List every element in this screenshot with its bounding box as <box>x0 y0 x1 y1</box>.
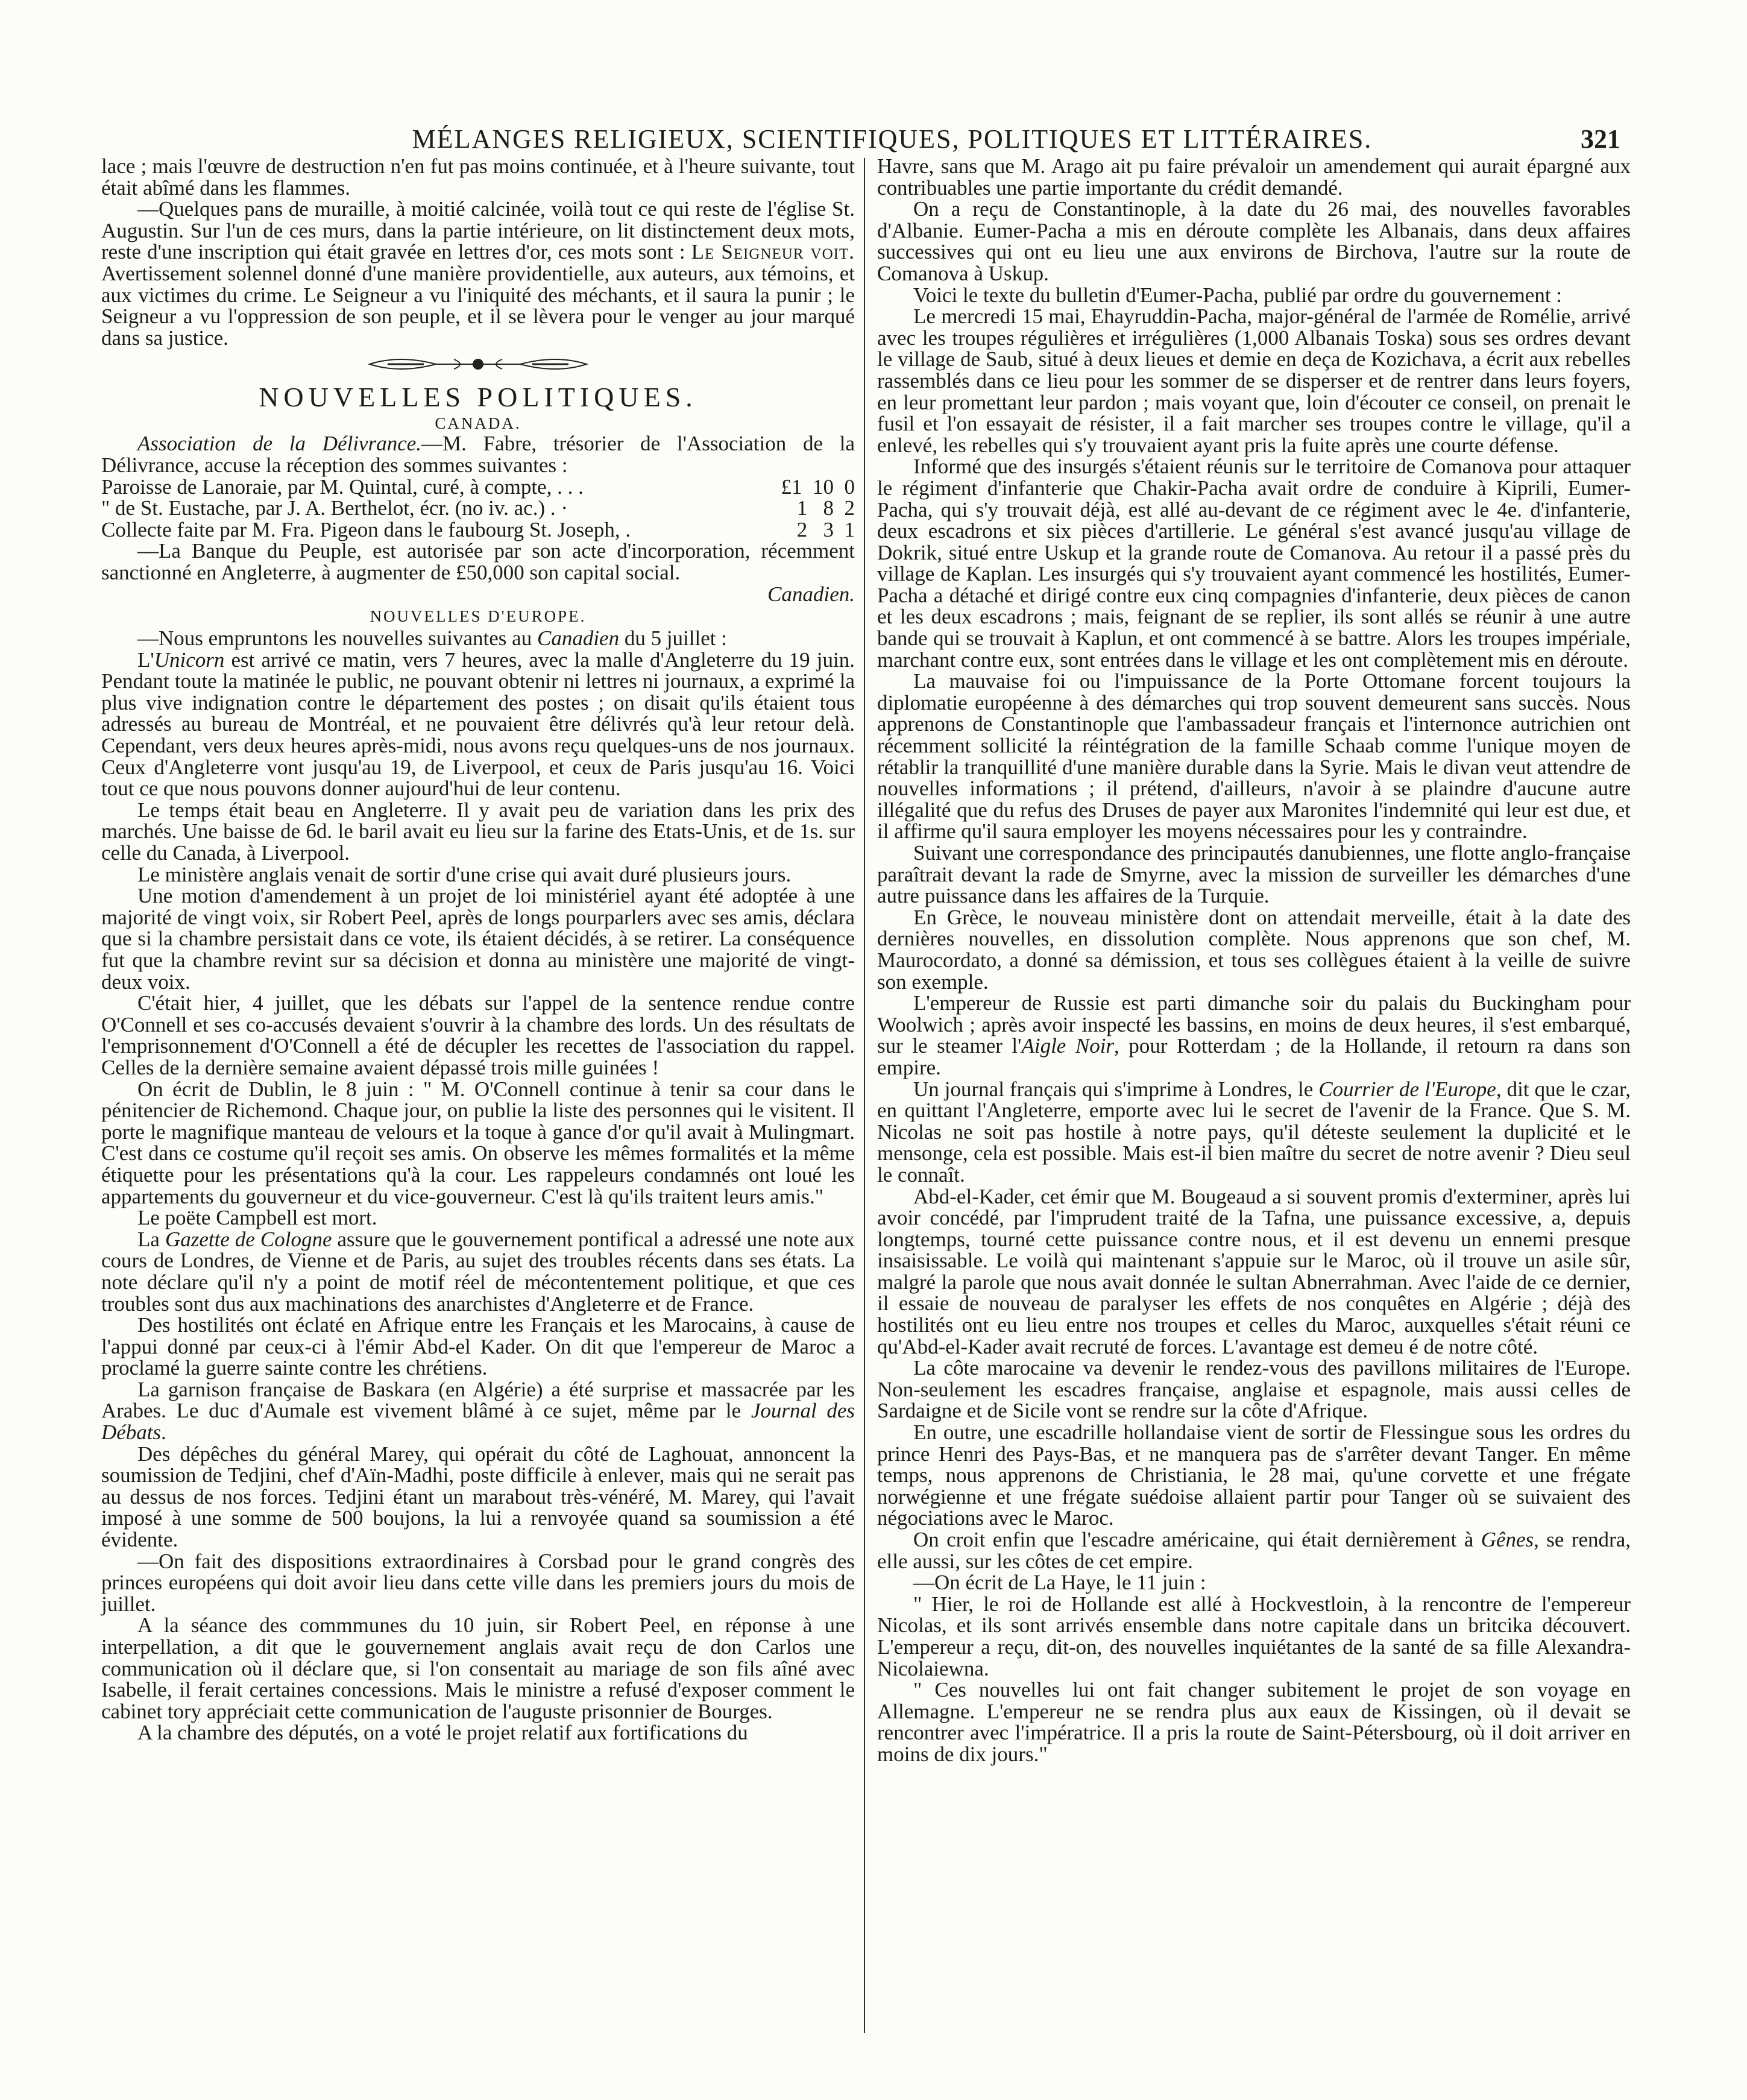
paragraph-temps: Le temps était beau en Angleterre. Il y avait peu de variation dans les prix des marchés. Une baisse de 6d. le baril avait eu lieu sur la farine des Etats-Unis, et de 1s. sur celle du Canada, à Liverpool. <box>101 798 855 865</box>
paragraph-communes: A la séance des commmunes du 10 juin, sir Robert Peel, en réponse à une interpellation, a dit que le gouvernement anglais avait reçu de don Carlos une communication où il déclare que, si l'on consentait au mariage de son fils aîné avec Isabelle, il ferait certaines concessions. Mais le ministre a refusé d'exposer comment le cabinet tory appréciait cette communication de l'auguste prisonnier de Bourges. <box>101 1613 855 1723</box>
paragraph-abdelkader: Abd-el-Kader, cet émir que M. Bougeaud a si souvent promis d'exterminer, après lui avoir concédé, par l'imprudent traité de la Tafna, une puissance excessive, a, depuis longtemps, tourné cette puissance contre nous, et il est devenu un ennemi presque insaisissable. Le voilà qui maintenant s'appuie sur le Maroc, où il trouve un asile sûr, malgré la parole que nous avait donnée le sultan Abnerrahman. Avec l'aide de ce dernier, il essaie de nouveau de paralyser les effets de nos conquêtes en Algérie ; déjà des hostilités ont eu lieu entre nos troupes et celles du Maroc, auxquelles s'était réuni ce qu'Abd-el-Kader avait recruté de forces. L'avantage est demeu é de notre côté. <box>877 1184 1631 1358</box>
paragraph-hostilites: Des hostilités ont éclaté en Afrique entre les Français et les Marocains, à cause de l'appui donné par ceux-ci à l'émir Abd-el Kader. On dit que l'empereur de Maroc a proclamé la guerre sainte contre les chrétiens. <box>101 1313 855 1380</box>
paragraph-oconnell: C'était hier, 4 juillet, que les débats sur l'appel de la sentence rendue contre O'Connell et ses co-accusés devaient s'ouvrir à la chambre des lords. Un des résultats de l'emprisonnement d'O'Connell a été de décupler les recettes de l'association du rappel. Celles de la dernière semaine avaient dépassé trois mille guinées ! <box>101 991 855 1079</box>
page-header <box>0 0 1747 154</box>
paragraph-nouvelles-final: " Ces nouvelles lui ont fait changer subitement le projet de son voyage en Allemagne. L'empereur ne se rendra plus aux eaux de Kissingen, où il devait se rencontrer avec l'impératrice. Il a pris la route de Saint-Pétersbourg, où il doit arriver en moins de dix jours." <box>877 1678 1631 1766</box>
paragraph-banque: —La Banque du Peuple, est autorisée par son acte d'incorporation, récemment sanctionné en Angleterre, à augmenter de £50,000 son capital social. <box>101 539 855 584</box>
paragraph-hollandaise: En outre, une escadrille hollandaise vient de sortir de Flessingue sous les ordres du prince Henri des Pays-Bas, et ne manquera pas de s'arrêter devant Tanger. En même temps, nous apprenons de Christiania, le 28 mai, qu'une corvette et une frégate norwégienne et une frégate suédoise allaient partir pour Tanger où se suivaient des négociations avec le Maroc. <box>877 1420 1631 1530</box>
sum-row: " de St. Eustache, par J. A. Berthelot, écr. (no iv. ac.) . · 1 8 2 <box>101 496 855 520</box>
paragraph-haye: —On écrit de La Haye, le 11 juin : <box>913 1571 1206 1595</box>
paragraph-havre: Havre, sans que M. Arago ait pu faire prévaloir un amendement qui aurait épargné aux contribuables une partie importante du crédit demandé. <box>877 154 1631 200</box>
paragraph-bulletin-2: Informé que des insurgés s'étaient réunis sur le territoire de Comanova pour attaquer le régiment d'infanterie que Chakir-Pacha avait ordre de conduire à Kiprili, Eumer-Pacha, qui s'y trouvait déjà, est allé au-devant de ce régiment avec le 4e. d'infanterie, deux escadrons et six pièces d'artillerie. Le général s'est avancé jusqu'au village de Dokrik, situé entre Uskup et la grande route de Comanova. Au retour il a passé près du village de Kaplan. Les insurgés qui s'y trouvaient ayant commencé les hostilités, Eumer-Pacha a détaché et dirigé contre eux cinq compagnies d'infanterie, deux pièces de canon et les deux escadrons ; mais, feignant de se replier, ils sont allés se réunir à une autre bande qui se trouvait à Kaplun, et ont commencé à se battre. Alors les troupes impériale, marchant contre eux, sont entrées dans le village et les ont complètement mis en déroute. <box>877 455 1631 672</box>
source-attribution: Canadien. <box>767 582 855 606</box>
paragraph-augustin: —Quelques pans de muraille, à moitié calcinée, voilà tout ce qui reste de l'église St. Augustin. Sur l'un de ces murs, dans la partie intérieure, on lit distinctement deux mots, reste d'une inscription qui était gravée en lettres d'or, ces mots sont : Le Seigneur voit. Avertissement solennel donné d'une manière providentielle, aux auteurs, aux témoins, et aux victimes du crime. Le Seigneur a vu l'iniquité des méchants, et il saura la punir ; le Seigneur a vu l'oppression de son peuple, et il se lèvera pour le venger au jour marqué dans sa justice. <box>101 197 855 350</box>
paragraph-campbell: Le poëte Campbell est mort. <box>137 1206 377 1230</box>
sum-row: Collecte faite par M. Fra. Pigeon dans le faubourg St. Joseph, . 2 3 1 <box>101 517 855 541</box>
paragraph-cote: La côte marocaine va devenir le rendez-vous des pavillons militaires de l'Europe. Non-seulement les escadres française, anglaise et espagnole, mais aussi celles de Sardaigne et de Sicile vont se rendre sur la côte d'Afrique. <box>877 1356 1631 1423</box>
left-column <box>101 156 855 1744</box>
ornament-divider <box>101 353 855 377</box>
running-head: MÉLANGES RELIGIEUX, SCIENTIFIQUES, POLITIQUES ET LITTÉRAIRES. <box>412 124 1373 154</box>
paragraph-dublin: On écrit de Dublin, le 8 juin : " M. O'Connell continue à tenir sa cour dans le pénitencier de Richemond. Chaque jour, on publie la liste des personnes qui le visitent. Il porte le magnifique manteau de velours et la toque à gance d'or qu'il avait à Mulingmart. C'est dans ce costume qu'il reçoit ses amis. On observe les mêmes formalités et la même étiquette pour les présentations qu'à la cour. Les rappeleurs condamnés ont loué les appartements du gouverneur et du vice-gouverneur. C'est là qu'ils traitent leurs amis." <box>101 1077 855 1208</box>
paragraph-bulletin-intro: Voici le texte du bulletin d'Eumer-Pacha, publié par ordre du gouvernement : <box>913 283 1563 307</box>
right-column <box>877 156 1631 1765</box>
paragraph-motion: Une motion d'amendement à un projet de loi ministériel ayant été adoptée à une majorité de vingt voix, sir Robert Peel, après de longs pourparlers avec ses amis, déclara que si la chambre persistait dans ce vote, ils étaient décidés, à se retirer. La conséquence fut que la chambre revint sur sa décision et donna au ministère une majorité de vingt-deux voix. <box>101 884 855 994</box>
paragraph-ministere: Le ministère anglais venait de sortir d'une crise qui avait duré plusieurs jours. <box>137 862 792 886</box>
paragraph-porte: La mauvaise foi ou l'impuissance de la Porte Ottomane forcent toujours la diplomatie européenne à des démarches qui trop souvent demeurent sans succès. Nous apprenons de Constantinople que l'ambassadeur français et l'internonce autrichien ont récemment sollicité la réintégration de la famille Schaab comme l'unique moyen de rétablir la tranquillité d'une manière durable dans la Syrie. Mais le divan veut attendre de nouvelles informations ; il prétend, d'ailleurs, n'avoir à se plaindre d'aucune autre illégalité que du refus des Druses de payer aux Maronites l'indemnité qui leur est due, et il affirme qu'il saura employer les moyens nécessaires pour les y contraindre. <box>877 669 1631 843</box>
paragraph-constantinople: On a reçu de Constantinople, à la date du 26 mai, des nouvelles favorables d'Albanie. Eumer-Pacha a mis en déroute complète les Albanais, dans deux affaires successives qui ont eu lieu une aux environs de Birchova, l'autre sur la route de Comanova à Uskup. <box>877 197 1631 285</box>
sum-row: Paroisse de Lanoraie, par M. Quintal, curé, à compte, . . . £1 10 0 <box>101 475 855 499</box>
paragraph-baskara: La garnison française de Baskara (en Algérie) a été surprise et massacrée par les Arabes. Le duc d'Aumale est vivement blâmé à ce sujet, même par le Journal des Débats. <box>101 1377 855 1445</box>
paragraph-danubiennes: Suivant une correspondance des principautés danubiennes, une flotte anglo-française paraîtrait devant la rade de Smyrne, avec la mission de surveiller les démarches d'une autre puissance dans les affaires de la Turquie. <box>877 841 1631 908</box>
paragraph-cologne: La Gazette de Cologne assure que le gouvernement pontifical a adressé une note aux cours de Londres, de Vienne et de Paris, au sujet des troubles récents dans ses états. La note déclare qu'il n'y a point de motif réel de mécontentement politique, et que ces troubles sont dus aux machinations des anarchistes d'Angleterre et de France. <box>101 1227 855 1316</box>
paragraph-corsbad: —On fait des dispositions extraordinaires à Corsbad pour le grand congrès des princes européens qui doit avoir lieu dans cette ville dans les premiers jours du mois de juillet. <box>101 1549 855 1616</box>
paragraph-association: Association de la Délivrance.—M. Fabre, trésorier de l'Association de la Délivrance, accuse la réception des sommes suivantes : <box>101 432 855 477</box>
paragraph-hier-roi: " Hier, le roi de Hollande est allé à Hockvestloin, à la rencontre de l'empereur Nicolas, et ils sont arrivés ensemble dans notre capitale dans un britcika découvert. L'empereur a reçu, dit-on, des nouvelles inquiétantes de la santé de sa fille Alexandra-Nicolaiewna. <box>877 1592 1631 1680</box>
paragraph-lace: lace ; mais l'œuvre de destruction n'en fut pas moins continuée, et à l'heure suivante, tout était abîmé dans les flammes. <box>101 154 855 200</box>
subsection-europe: NOUVELLES D'EUROPE. <box>370 607 587 626</box>
paragraph-grece: En Grèce, le nouveau ministère dont on attendait merveille, était à la date des dernières nouvelles, en dissolution complète. Nous apprenons que son chef, M. Maurocordato, a donné sa démission, et tous ses collègues étaient à la veille de suivre son exemple. <box>877 905 1631 994</box>
paragraph-americaine: On croit enfin que l'escadre américaine, qui était dernièrement à Gênes, se rendra, elle aussi, sur les côtes de cet empire. <box>877 1528 1631 1573</box>
ornament-icon <box>364 353 593 375</box>
paragraph-marey: Des dépêches du général Marey, qui opérait du côté de Laghouat, annoncent la soumission de Tedjini, chef d'Aïn-Madhi, poste difficile à enlever, mais qui ne serait pas au dessus de nos forces. Tedjini étant un marabout très-vénéré, M. Marey, qui l'avait imposé à une somme de 500 boujons, la lui a renvoyée quand sa soumission a été évidente. <box>101 1442 855 1552</box>
subsection-canada: CANADA. <box>435 414 521 433</box>
paragraph-deputes: A la chambre des députés, on a voté le projet relatif aux fortifications du <box>137 1721 748 1745</box>
paragraph-courrier: Un journal français qui s'imprime à Londres, le Courrier de l'Europe, dit que le czar, en quittant l'Angleterre, emporte avec lui le secret de l'avenir de la France. Que S. M. Nicolas ne soit pas hostile à notre pays, qu'il déteste seulement la duplicité et le mensonge, cela est possible. Mais est-il bien maître du secret de notre avenir ? Dieu seul le connaît. <box>877 1077 1631 1187</box>
section-title: NOUVELLES POLITIQUES. <box>259 382 697 413</box>
column-divider <box>864 158 865 2033</box>
paragraph-russie: L'empereur de Russie est parti dimanche soir du palais du Buckingham pour Woolwich ; après avoir inspecté les bassins, en moins de deux heures, il s'est embarqué, sur le steamer l'Aigle Noir, pour Rotterdam ; de la Hollande, il retourn ra dans son empire. <box>877 991 1631 1079</box>
paragraph-unicorn: L'Unicorn est arrivé ce matin, vers 7 heures, avec la malle d'Angleterre du 19 juin. Pendant toute la matinée le public, ne pouvant obtenir ni lettres ni journaux, a exprimé la plus vive indignation contre le département des postes ; on disait qu'ils étaient tous adressés au bureau de Montréal, et ne pouvaient être délivrés qu'à leur retour delà. Cependant, vers deux heures après-midi, nous avons reçu quelques-uns de nos journaux. Ceux d'Angleterre vont jusqu'au 19, de Liverpool, et ceux de Paris jusqu'au 16. Voici tout ce que nous pouvons donner aujourd'hui de leur contenu. <box>101 648 855 801</box>
motto-text: Le Seigneur voit. <box>691 240 855 264</box>
page-number: 321 <box>1581 124 1620 154</box>
paragraph-europe-intro: —Nous empruntons les nouvelles suivantes au Canadien du 5 juillet : <box>137 626 727 651</box>
paragraph-bulletin-1: Le mercredi 15 mai, Ehayruddin-Pacha, major-général de l'armée de Romélie, arrivé avec les troupes régulières et irrégulières (1,000 Albanais Toska) sous ses ordres devant le village de Saub, situé à deux lieues et demie en deça de Kozichava, a écrit aux rebelles rassemblés dans ce lieu pour les sommer de se disperser et de rentrer dans leurs foyers, en leur promettant leur pardon ; mais voyant que, loin d'écouter ce conseil, on prenait le fusil et l'on essayait de résister, il a fait marcher ses troupes contre le village, qu'il a enlevé, les rebelles qui s'y trouvaient ayant pris la fuite après une courte défense. <box>877 304 1631 457</box>
